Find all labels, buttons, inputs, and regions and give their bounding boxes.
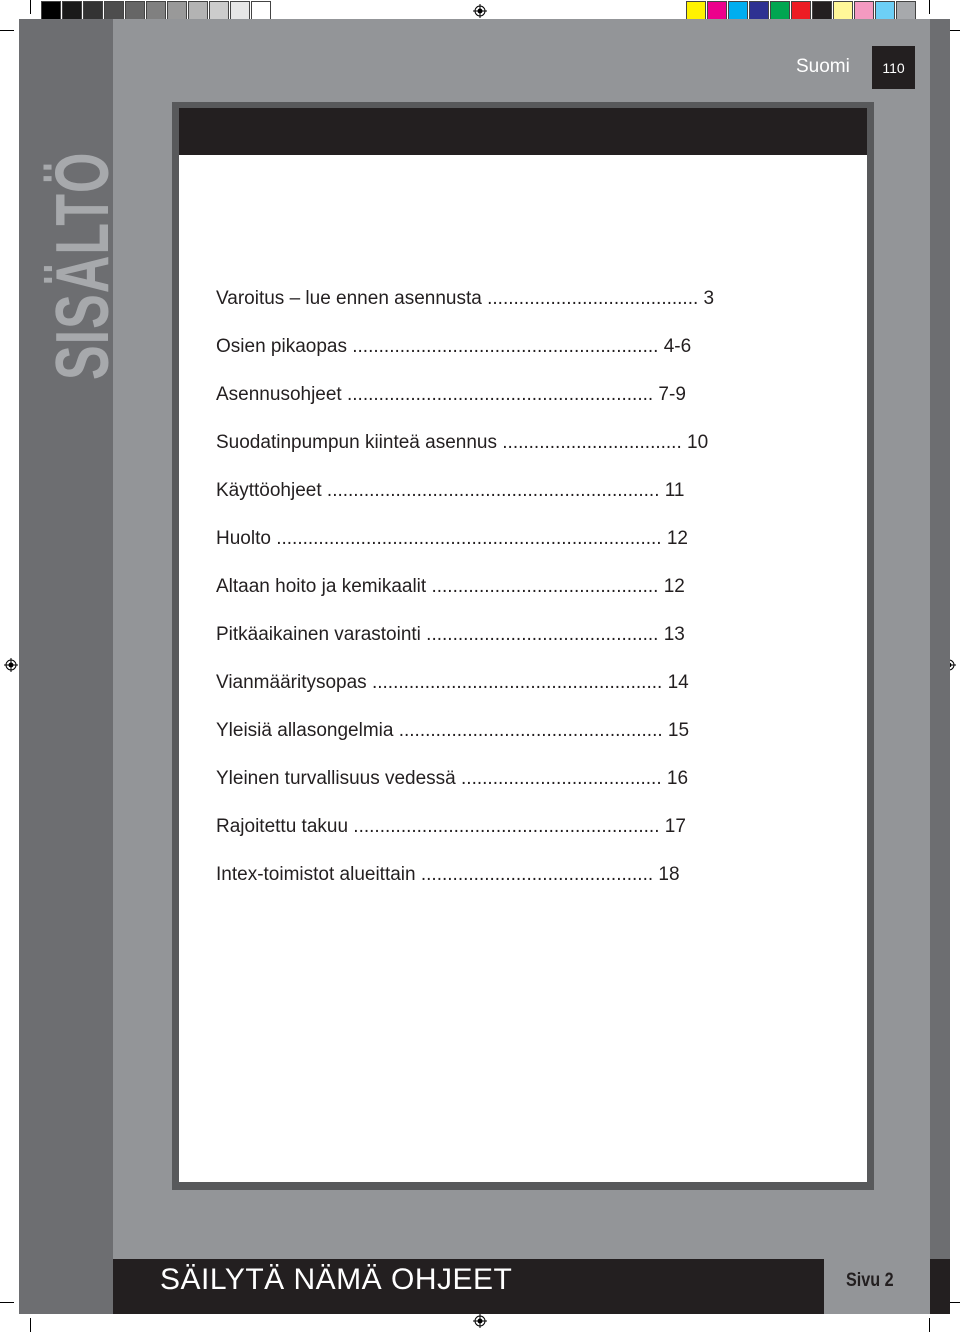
page-number-badge: 110 (872, 46, 915, 89)
color-swatch (728, 1, 748, 21)
table-of-contents (216, 288, 776, 912)
toc-item: Vianmääritysopas ....................................................... 14 (216, 672, 689, 693)
registration-mark-icon (473, 4, 487, 18)
color-swatch (770, 1, 790, 21)
trim-mark (929, 0, 930, 14)
toc-item: Intex-toimistot alueittain ............................................ 18 (216, 864, 680, 885)
toc-item: Rajoitettu takuu .......................................................... 17 (216, 816, 686, 837)
trim-mark (0, 1302, 14, 1303)
color-swatch (104, 1, 124, 21)
toc-item: Asennusohjeet .......................................................... 7-9 (216, 384, 686, 405)
color-swatch (62, 1, 82, 21)
color-swatch (125, 1, 145, 21)
color-swatch (833, 1, 853, 21)
color-swatch (251, 1, 271, 21)
color-swatch (230, 1, 250, 21)
color-swatch (209, 1, 229, 21)
color-swatch (188, 1, 208, 21)
trim-mark (30, 1318, 31, 1332)
footer-notice: SÄILYTÄ NÄMÄ OHJEET (160, 1263, 513, 1296)
right-side-band (930, 19, 950, 1314)
toc-item: Huolto ......................................................................... 12 (216, 528, 688, 549)
color-swatch (749, 1, 769, 21)
footer-page-label: Sivu 2 (846, 1270, 894, 1291)
trim-mark (30, 0, 31, 14)
registration-mark-icon (4, 658, 18, 672)
toc-item: Pitkäaikainen varastointi ............................................ 13 (216, 624, 685, 645)
toc-item: Käyttöohjeet ............................................................... 11 (216, 480, 685, 501)
trim-mark (0, 30, 14, 31)
color-swatch (875, 1, 895, 21)
color-swatch (167, 1, 187, 21)
color-swatch (83, 1, 103, 21)
color-swatch (707, 1, 727, 21)
toc-item: Yleinen turvallisuus vedessä ...................................... 16 (216, 768, 689, 789)
registration-mark-icon (473, 1314, 487, 1328)
side-title: SISÄLTÖ (41, 151, 126, 380)
toc-item: Varoitus – lue ennen asennusta ........................................ 3 (216, 288, 715, 309)
toc-item: Yleisiä allasongelmia .................................................. 15 (216, 720, 690, 741)
color-swatch (686, 1, 706, 21)
color-swatch (41, 1, 61, 21)
toc-item: Osien pikaopas .......................................................... 4-6 (216, 336, 692, 357)
content-header-bar (179, 108, 867, 155)
color-swatch (791, 1, 811, 21)
color-swatch (146, 1, 166, 21)
trim-mark (929, 1318, 930, 1332)
toc-item: Suodatinpumpun kiinteä asennus .................................. 10 (216, 432, 709, 453)
language-label: Suomi (796, 56, 850, 77)
color-swatch (812, 1, 832, 21)
toc-item: Altaan hoito ja kemikaalit ........................................... 12 (216, 576, 685, 597)
color-swatch (854, 1, 874, 21)
color-swatch (896, 1, 916, 21)
